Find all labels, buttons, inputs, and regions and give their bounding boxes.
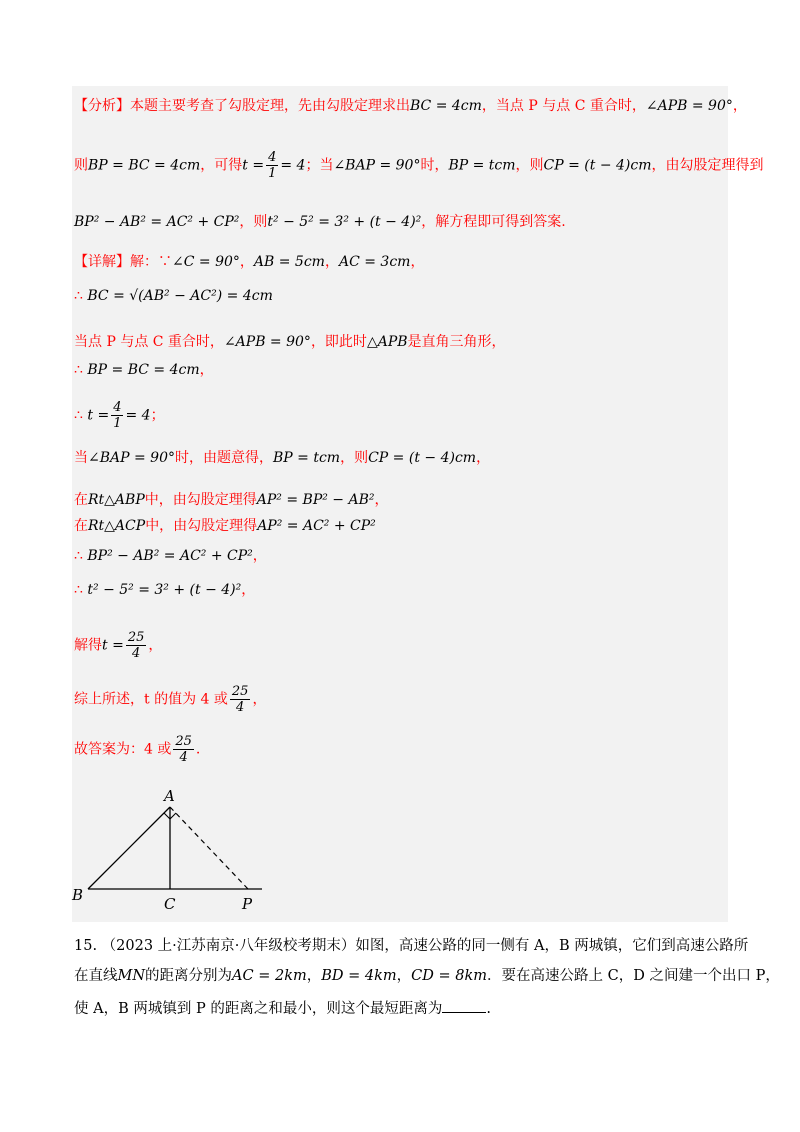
math-expr: AC = 3cm xyxy=(338,254,411,270)
segment-ap-dashed xyxy=(170,807,248,889)
therefore-symbol: ∴ xyxy=(74,548,83,564)
detail-line-2 xyxy=(74,286,273,306)
analysis-text: ；当 xyxy=(305,157,334,174)
question-source: （2023 上·江苏南京·八年级校考期末） xyxy=(101,938,356,954)
math-expr: CP = (t − 4)cm xyxy=(543,157,652,174)
math-expr: BP² − AB² = AC² + CP² xyxy=(87,548,253,564)
detail-text: 故答案为：4 或 xyxy=(74,741,172,758)
math-expr: BD = 4km xyxy=(321,968,397,984)
detail-line-9 xyxy=(74,546,267,566)
math-expr: BC = √(AB² − AC²) = 4cm xyxy=(87,288,273,304)
math-expr: BP = BC = 4cm xyxy=(88,157,201,174)
fraction: $\frac{4}{1}$ xyxy=(268,150,277,181)
analysis-text: ，可得 xyxy=(200,157,243,174)
detail-text: ，即此时 xyxy=(310,334,367,350)
detail-text: 当 xyxy=(74,450,88,466)
math-expr: AP² = AC² + CP² xyxy=(257,518,376,534)
math-expr: t = xyxy=(87,407,110,424)
detail-text: ， xyxy=(410,254,425,270)
detail-line-5 xyxy=(74,400,165,431)
math-expr: AC = 2km xyxy=(232,968,307,984)
analysis-line-3 xyxy=(74,212,566,232)
question-text: ．要在高速公路上 C，D 之间建一个出口 P， xyxy=(487,968,780,984)
math-expr: ∠BAP = 90° xyxy=(333,157,421,174)
math-expr: t = xyxy=(242,157,265,174)
detail-text: 时，由题意得， xyxy=(175,450,273,466)
detail-text: ， xyxy=(148,637,163,654)
math-expr: t² − 5² = 3² + (t − 4)² xyxy=(87,582,242,598)
analysis-text: ， xyxy=(732,98,747,114)
detail-text: ， xyxy=(241,582,256,598)
question-text: 在直线 xyxy=(74,968,118,984)
detail-line-1 xyxy=(74,252,424,272)
detail-text: ， xyxy=(252,691,267,708)
question-text: 的距离分别为 xyxy=(145,968,233,984)
detail-text: ； xyxy=(150,407,165,424)
detail-text: 在 xyxy=(74,518,88,534)
detail-text: ，则 xyxy=(340,450,369,466)
detail-text: ， xyxy=(324,254,339,270)
detail-line-12 xyxy=(74,684,266,715)
question-text: 如图，高速公路的同一侧有 A，B 两城镇，它们到高速公路所 xyxy=(355,938,749,954)
detail-text: 当点 P 与点 C 重合时， xyxy=(74,334,224,350)
fraction: $\frac{25}{4}$ xyxy=(175,734,192,765)
detail-text: . xyxy=(195,741,201,758)
detail-line-13 xyxy=(74,734,200,765)
detail-tag: 【详解】 xyxy=(74,254,130,270)
math-expr: AP² = BP² − AB² xyxy=(256,492,375,508)
therefore-symbol: ∴ xyxy=(74,582,83,598)
detail-text: 是直角三角形， xyxy=(407,334,506,350)
question-line-3 xyxy=(74,998,491,1019)
math-expr: ∠APB = 90° xyxy=(645,98,733,114)
analysis-text: 则 xyxy=(74,157,88,174)
math-expr: Rt△ACP xyxy=(88,518,146,534)
answer-blank[interactable] xyxy=(442,998,486,1013)
analysis-text: ，由勾股定理得到 xyxy=(651,157,764,174)
label-b: B xyxy=(72,886,84,904)
analysis-line-1 xyxy=(74,96,747,116)
question-line-1 xyxy=(74,936,748,956)
analysis-text: 时， xyxy=(420,157,449,174)
analysis-tag: 【分析】 xyxy=(74,98,130,114)
detail-text: 解得 xyxy=(74,637,102,654)
detail-text: ， xyxy=(374,492,389,508)
therefore-symbol: ∴ xyxy=(74,362,83,378)
detail-text: ， xyxy=(199,362,214,378)
math-expr: CD = 8km xyxy=(411,968,488,984)
math-expr: BP = tcm xyxy=(448,157,516,174)
detail-text: 在 xyxy=(74,492,88,508)
analysis-text: 本题主要考查了勾股定理，先由勾股定理求出 xyxy=(130,98,410,114)
math-expr: BP = tcm xyxy=(273,450,341,466)
segment-ab xyxy=(88,807,170,889)
math-expr: Rt△ABP xyxy=(88,492,145,508)
math-expr: t = xyxy=(102,637,124,654)
math-expr: BC = 4cm xyxy=(410,98,482,114)
analysis-line-2 xyxy=(74,150,764,181)
question-line-2 xyxy=(74,966,780,986)
math-expr: ∠C = 90° xyxy=(172,254,240,270)
analysis-text: ，当点 P 与点 C 重合时， xyxy=(481,98,646,114)
question-text: . xyxy=(486,1001,491,1017)
math-expr: ∠BAP = 90° xyxy=(88,450,175,466)
detail-text: ， xyxy=(239,254,254,270)
detail-line-8 xyxy=(74,516,376,536)
label-p: P xyxy=(242,895,253,912)
analysis-text: ，则 xyxy=(239,214,268,230)
detail-text: 综上所述，t 的值为 4 或 xyxy=(74,691,228,708)
label-a: A xyxy=(164,787,175,805)
triangle-figure xyxy=(70,782,280,912)
detail-line-7 xyxy=(74,490,389,510)
math-expr: = 4 xyxy=(125,407,151,424)
label-c: C xyxy=(164,895,176,912)
therefore-symbol: ∴ xyxy=(74,288,83,304)
math-expr: = 4 xyxy=(280,157,306,174)
fraction: $\frac{25}{4}$ xyxy=(127,630,145,661)
detail-line-4 xyxy=(74,360,214,380)
math-expr: CP = (t − 4)cm xyxy=(368,450,477,466)
math-expr: BP² − AB² = AC² + CP² xyxy=(74,214,240,230)
math-expr: BP = BC = 4cm xyxy=(87,362,200,378)
question-text: ， xyxy=(306,968,322,984)
detail-text: ， xyxy=(252,548,267,564)
therefore-symbol: ∴ xyxy=(74,407,83,424)
question-text: 使 A，B 两城镇到 P 的距离之和最小，则这个最短距离为 xyxy=(74,1001,443,1017)
fraction: $\frac{4}{1}$ xyxy=(113,400,122,431)
math-expr: t² − 5² = 3² + (t − 4)² xyxy=(267,214,422,230)
fraction: $\frac{25}{4}$ xyxy=(231,684,249,715)
detail-line-10 xyxy=(74,580,255,600)
detail-line-6 xyxy=(74,448,490,468)
detail-text: 中，由勾股定理得 xyxy=(145,518,258,534)
math-expr: MN xyxy=(117,968,146,984)
analysis-text: ，解方程即可得到答案. xyxy=(421,214,566,230)
detail-text: 解：∵ xyxy=(130,254,172,270)
question-text: ， xyxy=(396,968,412,984)
math-expr: AB = 5cm xyxy=(253,254,325,270)
detail-line-3 xyxy=(74,332,506,352)
math-expr: ∠APB = 90° xyxy=(223,334,311,350)
math-expr: △APB xyxy=(366,334,408,350)
detail-line-11 xyxy=(74,630,162,661)
question-number: 15. xyxy=(74,938,98,954)
analysis-text: ，则 xyxy=(515,157,544,174)
detail-text: 中，由勾股定理得 xyxy=(144,492,257,508)
detail-text: ， xyxy=(476,450,491,466)
